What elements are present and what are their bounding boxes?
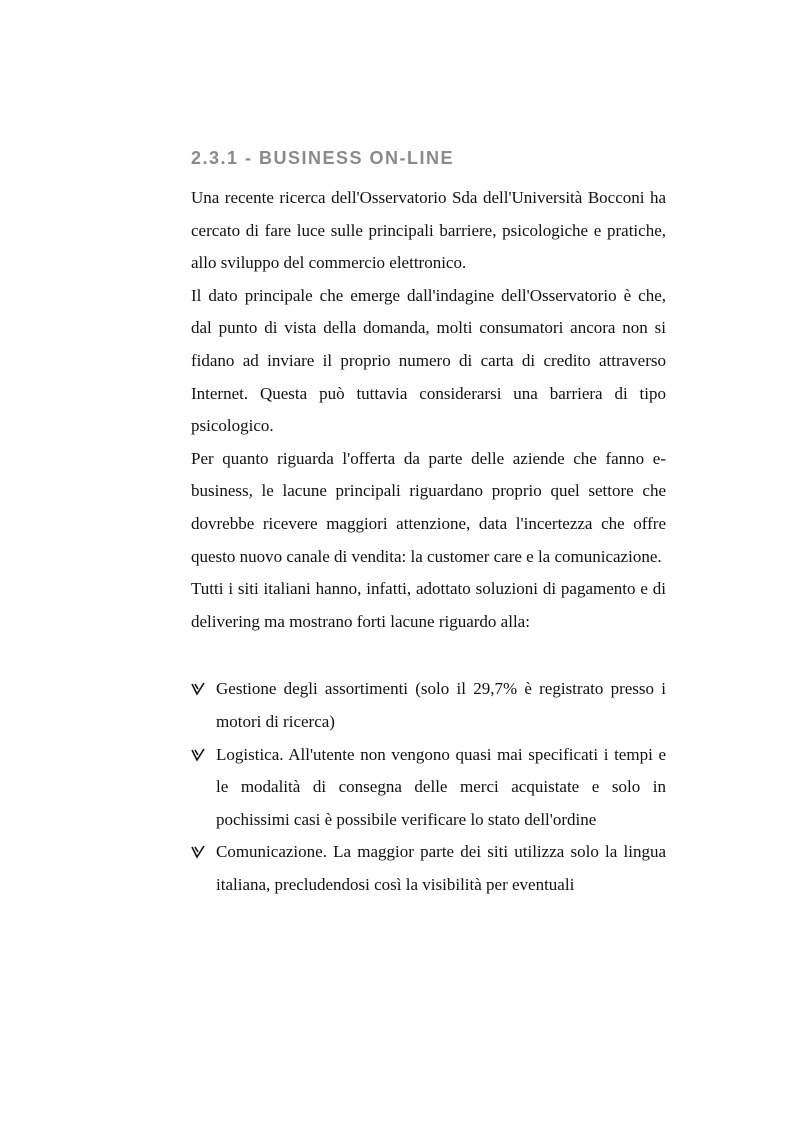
check-arrow-icon [191,682,205,696]
paragraph-1: Una recente ricerca dell'Osservatorio Sda dell'Università Bocconi ha cercato di fare luce sulle principali barriere, psicologiche e pratiche, allo sviluppo del commercio elettronico. [191,188,666,273]
bullet-list [191,673,666,901]
list-item-text: Gestione degli assortimenti (solo il 29,7% è registrato presso i motori di ricerca) [216,679,666,731]
list-item [191,836,666,901]
list-item-text: Logistica. All'utente non vengono quasi mai specificati i tempi e le modalità di consegna delle merci acquistate e solo in pochissimi casi è possibile verificare lo stato dell'ordine [216,744,666,829]
paragraph-4: Tutti i siti italiani hanno, infatti, adottato soluzioni di pagamento e di delivering ma mostrano forti lacune riguardo alla: [191,579,666,631]
list-item-text: Comunicazione. La maggior parte dei siti utilizza solo la lingua italiana, precludendosi così la visibilità per eventuali [216,842,666,894]
paragraph-3: Per quanto riguarda l'offerta da parte delle aziende che fanno e-business, le lacune principali riguardano proprio quel settore che dovrebbe ricevere maggiori attenzione, data l'incertezza che offre questo nuovo canale di vendita: la customer care e la comunicazione. [191,448,666,566]
paragraph-2: Il dato principale che emerge dall'indagine dell'Osservatorio è che, dal punto di vista della domanda, molti consumatori ancora non si fidano ad inviare il proprio numero di carta di credito attraverso Internet. Questa può tuttavia considerarsi una barriera di tipo psicologico. [191,285,666,436]
list-item [191,673,666,738]
list-item [191,739,666,837]
check-arrow-icon [191,845,205,859]
section-heading: 2.3.1 - BUSINESS ON-LINE [191,148,455,168]
check-arrow-icon [191,748,205,762]
document-page [191,142,666,901]
